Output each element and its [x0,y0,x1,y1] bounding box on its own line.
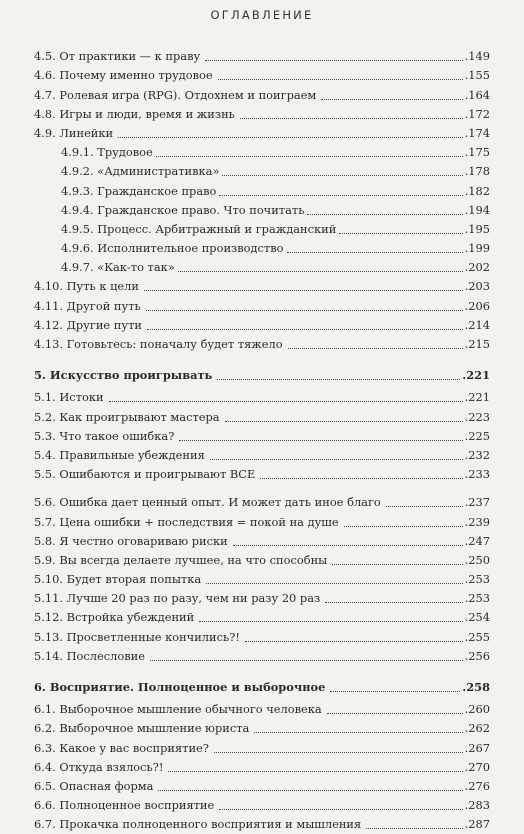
toc-entry-4-9 [34,124,490,143]
spacer [34,484,490,493]
entry-title: Процесс. Арбитражный и гражданский [97,221,337,236]
toc-chapter-5 [34,366,490,385]
entry-page: .203 [464,279,490,294]
entry-number: 6.5. [34,778,56,793]
entry-title: Встройка убеждений [66,610,195,625]
entry-page: .215 [464,337,490,351]
entry-page: .182 [464,183,490,198]
entry-page: .258 [462,680,490,694]
toc-entry-5-5 [34,465,490,484]
entry-number: 6.1. [34,702,56,717]
dot-leader [214,752,463,753]
entry-page: .174 [464,125,490,140]
toc-entry-5-7 [34,512,490,531]
toc-entry-5-12 [34,608,490,627]
entry-page: .287 [464,817,490,832]
toc-chapter-6 [34,678,490,697]
entry-title: Трудовое [97,145,153,160]
entry-number: 4.13. [34,337,63,351]
toc-entry-4-7 [34,85,490,104]
toc-entry-4-9-1 [34,143,490,162]
entry-title: Полноценное восприятие [59,798,215,813]
entry-title: Ошибаются и проигрывают ВСЕ [59,467,256,482]
toc-entry-5-13 [34,627,490,646]
toc-entry-4-9-6 [34,239,490,258]
entry-number: 5.7. [34,514,56,529]
entry-page: .262 [464,721,490,736]
entry-number: 6. [34,680,46,694]
entry-number: 5.4. [34,447,56,462]
entry-page: .221 [462,368,490,383]
toc-entry-4-9-7 [34,258,490,277]
toc-entry-4-9-5 [34,220,490,239]
entry-title: Будет вторая попытка [66,572,202,587]
entry-title: Какое у вас восприятие? [59,740,209,755]
entry-number: 5.11. [34,591,63,606]
dot-leader [158,790,462,791]
toc-entry-5-3 [34,427,490,446]
dot-leader [366,828,462,829]
dot-leader [218,79,463,80]
toc-entry-6-2 [34,719,490,738]
entry-title: Прокачка полноценного восприятия и мышления [59,817,362,832]
spacer [34,354,490,366]
dot-leader [307,214,462,215]
dot-leader [109,401,463,402]
dot-leader [178,271,463,272]
entry-title: От практики — к праву [59,49,201,64]
dot-leader [245,641,463,642]
entry-title: Откуда взялось?! [59,759,164,774]
dot-leader [288,348,463,349]
entry-number: 5.14. [34,648,63,663]
toc-entry-6-4 [34,758,490,777]
dot-leader [386,506,463,507]
entry-title: Опасная форма [59,778,154,793]
entry-page: .260 [464,702,490,717]
entry-page: .175 [464,145,490,160]
entry-page: .233 [464,467,490,482]
dot-leader [206,583,462,584]
dot-leader [325,602,462,603]
entry-number: 4.6. [34,68,56,83]
dot-leader [344,526,463,527]
entry-page: .267 [464,740,490,755]
entry-number: 4.9.2. [61,164,94,179]
toc-entry-4-9-4 [34,201,490,220]
entry-number: 5.2. [34,409,56,424]
dot-leader [168,771,462,772]
entry-page: .253 [464,572,490,587]
entry-number: 4.9.6. [61,241,94,256]
dot-leader [210,459,463,460]
entry-number: 6.6. [34,798,56,813]
entry-page: .202 [464,260,490,275]
entry-number: 4.9.1. [61,145,94,160]
toc-entry-4-6 [34,66,490,85]
dot-leader [240,118,463,119]
entry-number: 5.10. [34,572,63,587]
entry-title: Лучше 20 раз по разу, чем ни разу 20 раз [66,591,321,606]
entry-title: Путь к цели [66,279,140,294]
toc-entry-4-9-2 [34,162,490,181]
entry-number: 6.7. [34,817,56,832]
entry-title: «Административка» [97,164,220,179]
entry-number: 5.9. [34,552,56,567]
entry-title: Почему именно трудовое [59,68,213,83]
dot-leader [254,732,462,733]
entry-page: .195 [464,221,490,236]
dot-leader [147,329,463,330]
toc-entry-6-5 [34,777,490,796]
entry-title: Восприятие. Полноценное и выборочное [49,680,326,694]
entry-title: Готовьтесь: поначалу будет тяжело [66,337,283,351]
entry-page: .283 [464,798,490,813]
entry-title: Выборочное мышление обычного человека [59,702,322,717]
dot-leader [144,290,463,291]
entry-title: Просветленные кончились?! [66,629,240,644]
spacer [34,666,490,678]
entry-title: Линейки [59,125,114,140]
toc-entry-5-1 [34,388,490,407]
entry-number: 6.3. [34,740,56,755]
dot-leader [225,421,463,422]
entry-page: .194 [464,202,490,217]
dot-leader [205,60,462,61]
entry-number: 4.9.3. [61,183,94,198]
toc-entry-5-10 [34,570,490,589]
entry-number: 5.1. [34,390,56,405]
dot-leader [146,310,463,311]
entry-number: 6.2. [34,721,56,736]
entry-title: Ошибка дает ценный опыт. И может дать иное благо [59,495,381,510]
toc-entry-5-9 [34,551,490,570]
entry-page: .223 [464,409,490,424]
dot-leader [330,691,460,692]
entry-number: 4.11. [34,298,63,313]
dot-leader [321,99,462,100]
entry-title: Цена ошибки + последствия = покой на душе [59,514,339,529]
entry-number: 6.4. [34,759,56,774]
entry-title: Правильные убеждения [59,447,205,462]
entry-title: «Как-то так» [97,260,175,275]
entry-title: Послесловие [66,648,145,663]
entry-page: .247 [464,533,490,548]
entry-number: 4.7. [34,87,56,102]
toc-entry-5-8 [34,532,490,551]
entry-number: 4.9.5. [61,221,94,236]
entry-page: .155 [464,68,490,83]
entry-number: 5.13. [34,629,63,644]
entry-title: Другие пути [66,317,142,332]
toc-entry-4-8 [34,105,490,124]
entry-number: 4.9. [34,125,56,140]
toc-entry-4-13 [34,335,490,354]
entry-number: 5.3. [34,428,56,443]
entry-page: .239 [464,514,490,529]
dot-leader [233,545,463,546]
dot-leader [217,379,460,380]
entry-number: 4.5. [34,49,56,64]
entry-page: .164 [464,87,490,102]
dot-leader [332,564,462,565]
entry-number: 5.12. [34,610,63,625]
entry-page: .237 [464,495,490,510]
toc-entry-5-11 [34,589,490,608]
entry-number: 5.5. [34,467,56,482]
entry-title: Как проигрывают мастера [59,409,220,424]
entry-page: .253 [464,591,490,606]
dot-leader [179,440,462,441]
toc-entry-5-4 [34,446,490,465]
entry-number: 4.9.7. [61,260,94,275]
entry-title: Я честно оговариваю риски [59,533,228,548]
entry-number: 5.6. [34,495,56,510]
toc-entry-4-5 [34,47,490,66]
entry-page: .254 [464,610,490,625]
entry-page: .256 [464,648,490,663]
table-of-contents [34,47,490,834]
dot-leader [327,713,463,714]
entry-number: 4.12. [34,317,63,332]
dot-leader [219,195,462,196]
entry-page: .172 [464,106,490,121]
entry-number: 4.8. [34,106,56,121]
page-header: ОГЛАВЛЕНИЕ [210,8,314,22]
toc-entry-4-11 [34,296,490,315]
entry-title: Ролевая игра (RPG). Отдохнем и поиграем [59,87,317,102]
toc-entry-4-12 [34,316,490,335]
entry-page: .250 [464,552,490,567]
dot-leader [222,175,462,176]
entry-title: Искусство проигрывать [49,368,213,383]
entry-page: .221 [464,390,490,405]
dot-leader [118,137,463,138]
entry-page: .199 [464,241,490,256]
toc-entry-6-1 [34,700,490,719]
entry-title: Истоки [59,390,104,405]
dot-leader [199,621,462,622]
dot-leader [339,233,462,234]
entry-page: .149 [464,49,490,64]
toc-entry-5-14 [34,647,490,666]
entry-number: 4.10. [34,279,63,294]
entry-page: .225 [464,428,490,443]
entry-number: 4.9.4. [61,202,94,217]
entry-number: 5. [34,368,46,383]
toc-entry-4-9-3 [34,181,490,200]
toc-entry-6-6 [34,796,490,815]
entry-number: 5.8. [34,533,56,548]
entry-title: Игры и люди, время и жизнь [59,106,235,121]
dot-leader [260,478,462,479]
entry-title: Исполнительное производство [97,241,284,256]
entry-page: .276 [464,778,490,793]
entry-title: Гражданское право [97,183,217,198]
entry-page: .232 [464,447,490,462]
entry-title: Вы всегда делаете лучшее, на что способны [59,552,328,567]
entry-title: Другой путь [66,298,141,313]
toc-entry-4-10 [34,277,490,296]
entry-title: Гражданское право. Что почитать [97,202,305,217]
entry-page: .214 [464,317,490,332]
toc-entry-5-2 [34,407,490,426]
toc-entry-5-6 [34,493,490,512]
toc-entry-6-3 [34,738,490,757]
entry-page: .206 [464,298,490,313]
dot-leader [156,156,463,157]
entry-page: .178 [464,164,490,179]
dot-leader [219,809,462,810]
entry-page: .255 [464,629,490,644]
dot-leader [150,660,463,661]
entry-title: Что такое ошибка? [59,428,175,443]
entry-page: .270 [464,759,490,774]
toc-entry-6-7 [34,815,490,834]
dot-leader [287,252,463,253]
entry-title: Выборочное мышление юриста [59,721,250,736]
